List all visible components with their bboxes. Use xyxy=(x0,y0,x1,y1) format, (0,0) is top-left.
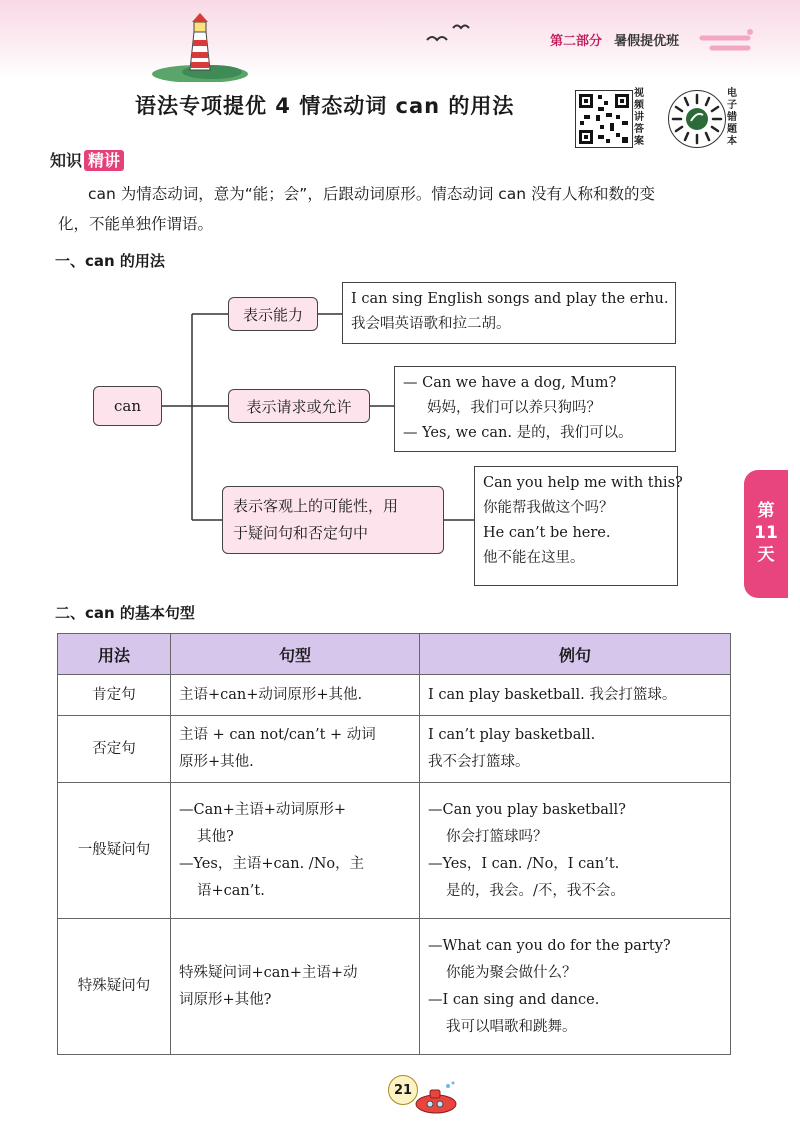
example-possibility xyxy=(474,466,683,586)
day-side-tab xyxy=(744,470,788,598)
qr-label-video: 视 频 讲 答 案 xyxy=(634,88,644,147)
pattern-heading: 二、can 的基本句型 xyxy=(55,604,195,622)
table-header-row xyxy=(58,634,731,675)
example-line: 妈妈，我们可以养只狗吗？ xyxy=(427,400,601,416)
intro-line-2: 化，不能单独作谓语。 xyxy=(58,215,214,233)
header-part: 第二部分 xyxy=(550,34,603,49)
qr-code-video-icon[interactable] xyxy=(575,90,633,148)
cell-usage: 肯定句 xyxy=(58,675,171,716)
mini-program-code-icon[interactable] xyxy=(668,90,726,148)
section-tag xyxy=(50,148,124,171)
example-request xyxy=(394,366,676,452)
lighthouse-icon xyxy=(150,10,250,82)
example-line: 他不能在这里。 xyxy=(483,550,585,566)
cell-usage: 否定句 xyxy=(58,716,171,783)
table-row xyxy=(58,675,731,716)
qr-label-wrongbook: 电 子 错 题 本 xyxy=(727,88,737,147)
branch-label-line: 表示客观上的可能性，用 xyxy=(233,497,399,515)
cell-pattern: 特殊疑问词+can+主语+动 词原形+其他? xyxy=(171,919,420,1055)
example-line: He can’t be here. xyxy=(483,525,611,541)
day-tab-line: 天 xyxy=(757,545,775,565)
day-tab-line: 11 xyxy=(754,523,778,543)
table-row xyxy=(58,783,731,919)
header-example: 例句 xyxy=(420,634,731,675)
example-line: — Can we have a dog, Mum? xyxy=(403,375,617,391)
day-tab-line: 第 xyxy=(757,501,775,521)
cell-example: —Can you play basketball? 你会打篮球吗？ —Yes，I can. /No，I can’t. 是的，我会。/不，我不会。 xyxy=(420,783,731,919)
header-usage: 用法 xyxy=(58,634,171,675)
example-line: 我会唱英语歌和拉二胡。 xyxy=(351,316,511,332)
cell-example: —What can you do for the party? 你能为聚会做什么？ —I can sing and dance. 我可以唱歌和跳舞。 xyxy=(420,919,731,1055)
example-ability xyxy=(342,282,676,344)
section-tag-part1: 知识 xyxy=(50,151,83,170)
branch-label-line: 于疑问句和否定句中 xyxy=(233,524,369,542)
cell-pattern: 主语 + can not/can’t + 动词 原形+其他. xyxy=(171,716,420,783)
submarine-icon xyxy=(410,1080,460,1114)
birds-icon xyxy=(425,20,475,50)
header-text xyxy=(550,30,679,49)
example-line: Can you help me with this? xyxy=(483,475,683,491)
header-band xyxy=(0,0,800,78)
cell-example: I can’t play basketball. 我不会打篮球。 xyxy=(420,716,731,783)
example-line: 你能帮我做这个吗？ xyxy=(483,500,614,516)
mindmap-root: can xyxy=(93,386,162,426)
pattern-table xyxy=(57,633,731,1055)
intro-line-1: can 为情态动词，意为“能；会”，后跟动词原形。情态动词 can 没有人称和数的变 xyxy=(88,185,656,203)
page-number: 21 xyxy=(388,1075,418,1105)
header-pattern: 句型 xyxy=(171,634,420,675)
page-title: 语法专项提优 4 情态动词 can 的用法 xyxy=(135,94,515,118)
example-line: — Yes, we can. 是的，我们可以。 xyxy=(403,425,633,441)
cell-example: I can play basketball. 我会打篮球。 xyxy=(420,675,731,716)
cell-pattern: —Can+主语+动词原形+ 其他? —Yes，主语+can. /No，主 语+can’t. xyxy=(171,783,420,919)
cloud-deco-icon xyxy=(698,24,758,54)
cell-usage: 特殊疑问句 xyxy=(58,919,171,1055)
example-line: I can sing English songs and play the erhu. xyxy=(351,291,669,307)
usage-heading: 一、can 的用法 xyxy=(55,252,165,270)
branch-ability: 表示能力 xyxy=(228,297,318,331)
cell-pattern: 主语+can+动词原形+其他. xyxy=(171,675,420,716)
table-row xyxy=(58,919,731,1055)
section-tag-part2: 精讲 xyxy=(84,150,124,171)
cell-usage: 一般疑问句 xyxy=(58,783,171,919)
branch-request: 表示请求或允许 xyxy=(228,389,370,423)
header-class: 暑假提优班 xyxy=(614,34,680,49)
branch-possibility xyxy=(222,486,444,554)
table-row xyxy=(58,716,731,783)
